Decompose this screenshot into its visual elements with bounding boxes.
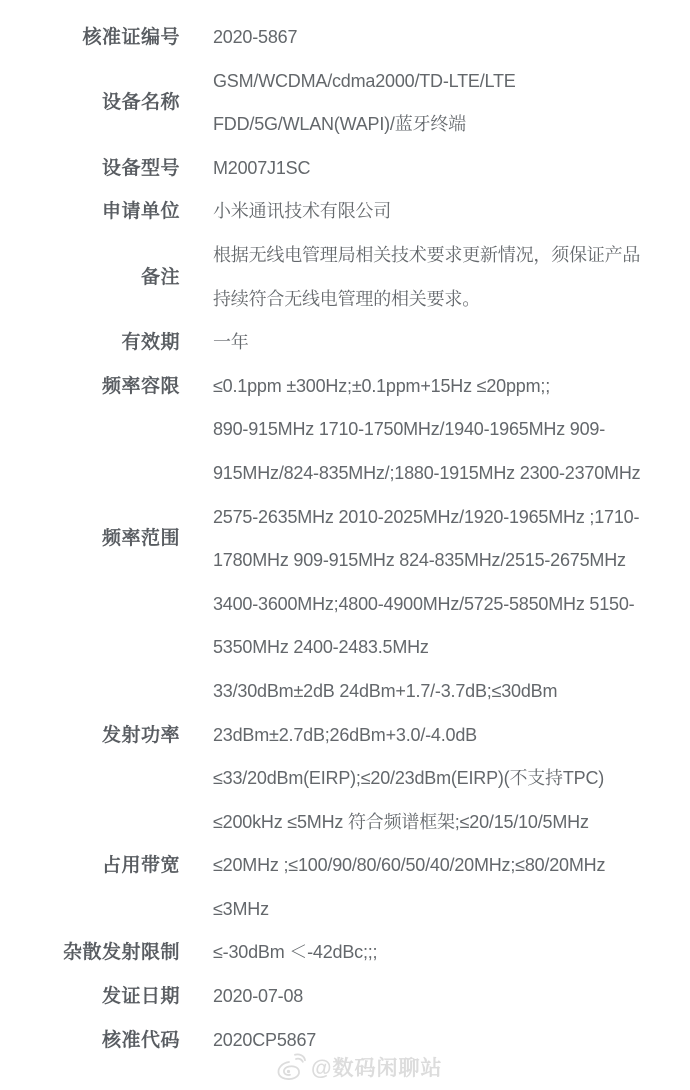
field-value-line: 1780MHz 909-915MHz 824-835MHz/2515-2675MHz [213, 550, 626, 571]
field-value-line: 3400-3600MHz;4800-4900MHz/5725-5850MHz 5150- [213, 593, 635, 614]
field-label: 发证日期 [101, 986, 180, 1008]
field-value [213, 321, 690, 365]
table-row [0, 975, 690, 1019]
field-value [213, 801, 690, 932]
field-value [213, 365, 690, 409]
field-label: 核准代码 [101, 1029, 180, 1051]
table-row [0, 408, 690, 670]
field-value-line: 一年 [213, 332, 249, 353]
field-value-line: 890-915MHz 1710-1750MHz/1940-1965MHz 909- [213, 419, 606, 440]
field-value [213, 931, 690, 975]
field-value [213, 408, 690, 670]
field-label: 核准证编号 [82, 27, 180, 48]
field-value [213, 975, 690, 1019]
table-row [0, 190, 690, 234]
field-value [213, 670, 690, 801]
field-value-line: M2007J1SC [213, 157, 311, 178]
table-row [0, 60, 690, 147]
field-label: 备注 [140, 266, 180, 288]
field-value-line: ≤-30dBm ＜-42dBc;;; [213, 942, 378, 963]
field-value [213, 190, 690, 234]
field-value-line: 持续符合无线电管理的相关要求。 [213, 288, 480, 309]
field-label: 申请单位 [101, 201, 180, 223]
field-label: 设备名称 [101, 92, 180, 114]
field-value [213, 234, 690, 321]
field-label: 有效期 [121, 332, 180, 354]
field-label: 杂散发射限制 [62, 942, 180, 964]
field-value-line: GSM/WCDMA/cdma2000/TD-LTE/LTE [213, 70, 516, 91]
table-row [0, 234, 690, 321]
field-value-line: 23dBm±2.7dB;26dBm+3.0/-4.0dB [213, 724, 477, 745]
watermark-handle: @数码闲聊站 [311, 1057, 443, 1080]
field-value-line: 2575-2635MHz 2010-2025MHz/1920-1965MHz ;1710- [213, 506, 640, 527]
watermark [276, 1048, 442, 1086]
field-value-line: 2020-07-08 [213, 986, 304, 1007]
weibo-logo-icon [276, 1053, 306, 1081]
field-label: 频率范围 [101, 528, 180, 550]
field-label: 发射功率 [101, 724, 180, 746]
field-value-line: 5350MHz 2400-2483.5MHz [213, 637, 429, 658]
table-row [0, 147, 690, 191]
field-value [213, 60, 690, 147]
field-value-line: FDD/5G/WLAN(WAPI)/蓝牙终端 [213, 114, 466, 135]
table-row [0, 931, 690, 975]
field-value [213, 147, 690, 191]
field-value-line: 2020CP5867 [213, 1029, 317, 1050]
field-value-line: ≤3MHz [213, 898, 269, 919]
field-label: 频率容限 [101, 375, 180, 397]
field-value-line: ≤20MHz ;≤100/90/80/60/50/40/20MHz;≤80/20MHz [213, 855, 606, 876]
table-row [0, 365, 690, 409]
field-value [213, 16, 690, 60]
field-label: 占用带宽 [101, 855, 180, 877]
field-value-line: ≤200kHz ≤5MHz 符合频谱框架;≤20/15/10/5MHz [213, 811, 589, 832]
certificate-table [0, 16, 690, 1062]
field-value-line: 根据无线电管理局相关技术要求更新情况，须保证产品 [213, 244, 641, 265]
field-value-line: ≤0.1ppm ±300Hz;±0.1ppm+15Hz ≤20ppm;; [213, 375, 550, 396]
field-value-line: ≤33/20dBm(EIRP);≤20/23dBm(EIRP)(不支持TPC) [213, 768, 605, 789]
field-value-line: 小米通讯技术有限公司 [213, 201, 391, 222]
field-value-line: 2020-5867 [213, 27, 298, 47]
field-label: 设备型号 [101, 157, 180, 179]
table-row [0, 321, 690, 365]
table-row [0, 801, 690, 932]
field-value-line: 915MHz/824-835MHz/;1880-1915MHz 2300-2370MHz [213, 462, 641, 483]
field-value-line: 33/30dBm±2dB 24dBm+1.7/-3.7dB;≤30dBm [213, 680, 558, 701]
table-row [0, 670, 690, 801]
table-row [0, 16, 690, 60]
